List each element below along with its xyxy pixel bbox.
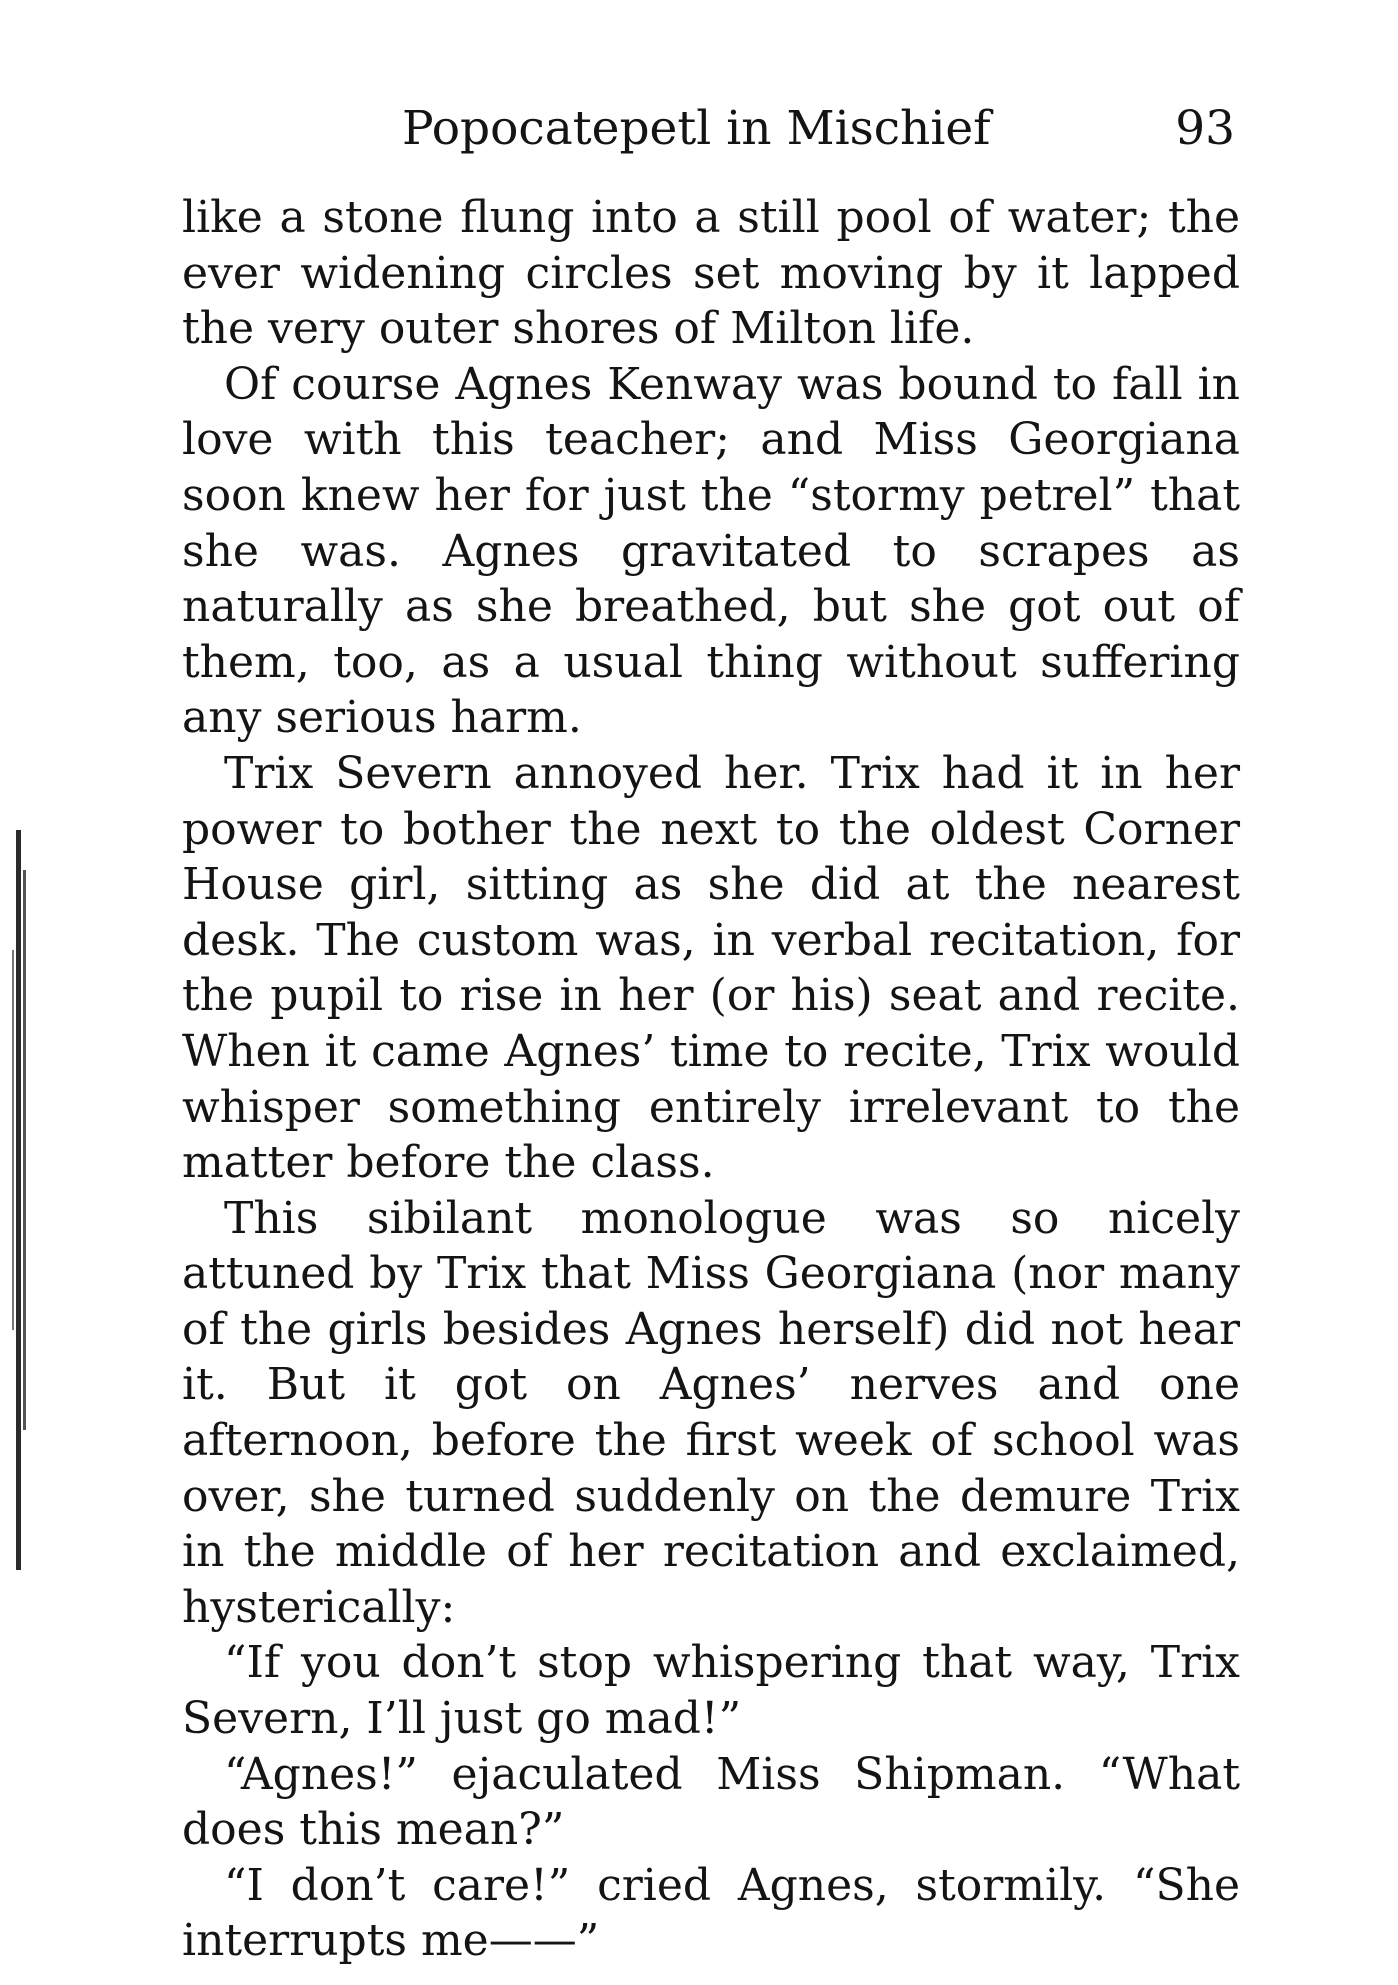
page-header [402, 94, 1235, 164]
paragraph: like a stone flung into a still pool of water; the ever widening circles set moving by it lapped the very outer shores of Milton life. [182, 192, 1240, 355]
paragraph: “If you don’t stop whispering that way, Trix Severn, I’ll just go mad!” [182, 1637, 1240, 1745]
paragraph: This sibilant monologue was so nicely attuned by Trix that Miss Georgiana (nor many of the girls besides Agnes herself) did not hear it. But it got on Agnes’ nerves and one afternoon, before the first week of school was over, she turned suddenly on the demure Trix in the middle of her recitation and exclaimed, hysterically: [182, 1192, 1240, 1633]
running-title: Popocatepetl in Mischief [402, 101, 991, 156]
paragraph: Of course Agnes Kenway was bound to fall in love with this teacher; and Miss Georgiana soon knew her for just the “stormy petrel” that she was. Agnes gravitated to scrapes as naturally as she breathed, but she got out of them, too, as a usual thing without suffering any serious harm. [182, 358, 1240, 744]
paragraph: Trix Severn annoyed her. Trix had it in her power to bother the next to the oldest Corner House girl, sitting as she did at the nearest desk. The custom was, in verbal recitation, for the pupil to rise in her (or his) seat and recite. When it came Agnes’ time to recite, Trix would whisper something entirely irrelevant to the matter before the class. [182, 747, 1240, 1189]
page-number: 93 [1175, 101, 1235, 156]
paragraph: “Agnes!” ejaculated Miss Shipman. “What does this mean?” [182, 1748, 1240, 1856]
page-binding-edge [10, 830, 32, 1570]
body-text [182, 190, 1240, 1969]
paragraph: “I don’t care!” cried Agnes, stormily. “She interrupts me——” [182, 1859, 1240, 1967]
